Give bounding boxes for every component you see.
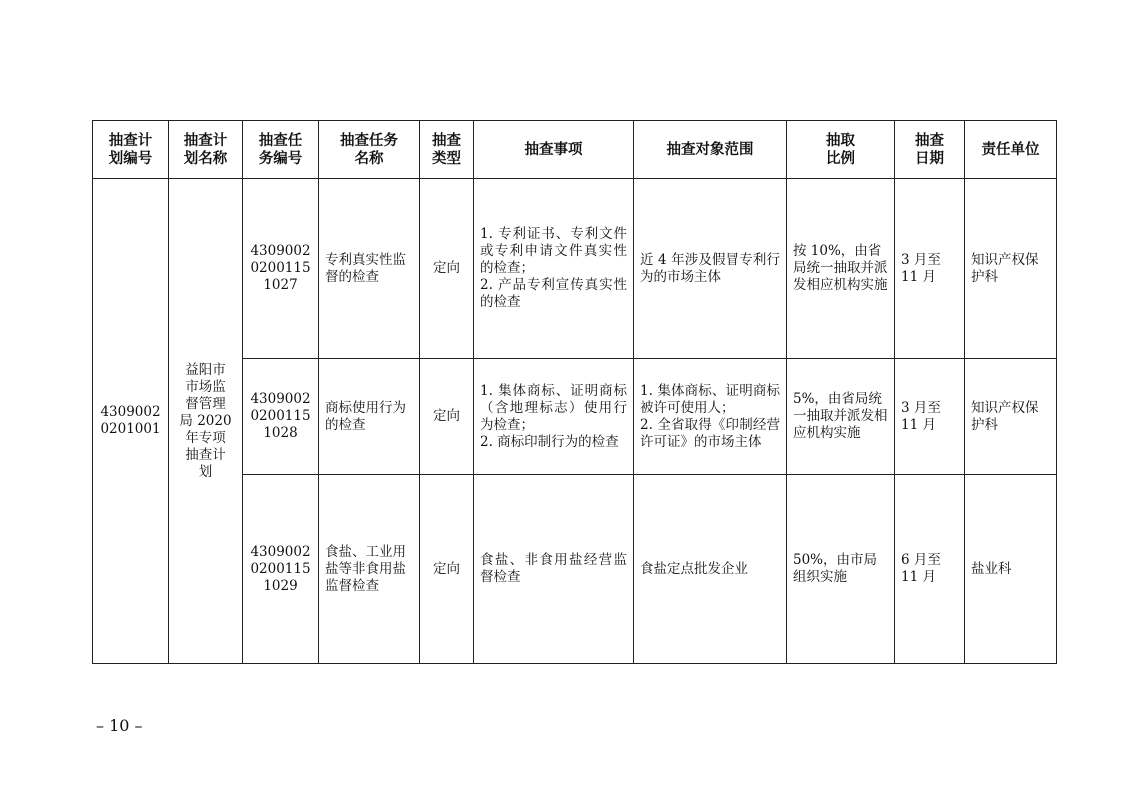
date-cell: 3 月至 11 月 bbox=[895, 179, 965, 359]
ratio-cell: 按 10%，由省局统一抽取并派发相应机构实施 bbox=[787, 179, 895, 359]
unit-cell: 知识产权保护科 bbox=[965, 359, 1057, 475]
scope-cell: 食盐定点批发企业 bbox=[634, 475, 787, 664]
header-unit: 责任单位 bbox=[965, 121, 1057, 179]
header-date: 抽查 日期 bbox=[895, 121, 965, 179]
unit-cell: 盐业科 bbox=[965, 475, 1057, 664]
task-name-cell: 专利真实性监督的检查 bbox=[319, 179, 420, 359]
header-ratio: 抽取 比例 bbox=[787, 121, 895, 179]
task-id-cell: 4309002 0200115 1029 bbox=[243, 475, 319, 664]
task-name-cell: 食盐、工业用盐等非食用盐监督检查 bbox=[319, 475, 420, 664]
scope-cell: 1. 集体商标、证明商标被许可使用人； 2. 全省取得《印制经营许可证》的市场主体 bbox=[634, 359, 787, 475]
spot-check-table bbox=[92, 120, 1057, 664]
ratio-cell: 50%，由市局组织实施 bbox=[787, 475, 895, 664]
task-id-cell: 4309002 0200115 1027 bbox=[243, 179, 319, 359]
header-items: 抽查事项 bbox=[474, 121, 634, 179]
date-cell: 3 月至 11 月 bbox=[895, 359, 965, 475]
table-header-row bbox=[93, 121, 1057, 179]
header-scope: 抽查对象范围 bbox=[634, 121, 787, 179]
type-cell: 定向 bbox=[420, 475, 474, 664]
type-cell: 定向 bbox=[420, 179, 474, 359]
header-plan-name: 抽查计 划名称 bbox=[169, 121, 243, 179]
scope-cell: 近 4 年涉及假冒专利行为的市场主体 bbox=[634, 179, 787, 359]
items-cell: 1. 专利证书、专利文件或专利申请文件真实性的检查； 2. 产品专利宣传真实性的检查 bbox=[474, 179, 634, 359]
header-task-name: 抽查任务 名称 bbox=[319, 121, 420, 179]
plan-id-cell: 4309002 0201001 bbox=[93, 179, 169, 664]
header-type: 抽查 类型 bbox=[420, 121, 474, 179]
type-cell: 定向 bbox=[420, 359, 474, 475]
unit-cell: 知识产权保护科 bbox=[965, 179, 1057, 359]
items-cell: 食盐、非食用盐经营监督检查 bbox=[474, 475, 634, 664]
header-task-id: 抽查任 务编号 bbox=[243, 121, 319, 179]
page-number: – 10 – bbox=[96, 716, 143, 735]
header-plan-id: 抽查计 划编号 bbox=[93, 121, 169, 179]
ratio-cell: 5%，由省局统一抽取并派发相应机构实施 bbox=[787, 359, 895, 475]
date-cell: 6 月至 11 月 bbox=[895, 475, 965, 664]
plan-name-cell: 益阳市 市场监 督管理 局 2020 年专项 抽查计 划 bbox=[169, 179, 243, 664]
table-row bbox=[93, 179, 1057, 359]
task-name-cell: 商标使用行为的检查 bbox=[319, 359, 420, 475]
items-cell: 1. 集体商标、证明商标（含地理标志）使用行为检查； 2. 商标印制行为的检查 bbox=[474, 359, 634, 475]
task-id-cell: 4309002 0200115 1028 bbox=[243, 359, 319, 475]
